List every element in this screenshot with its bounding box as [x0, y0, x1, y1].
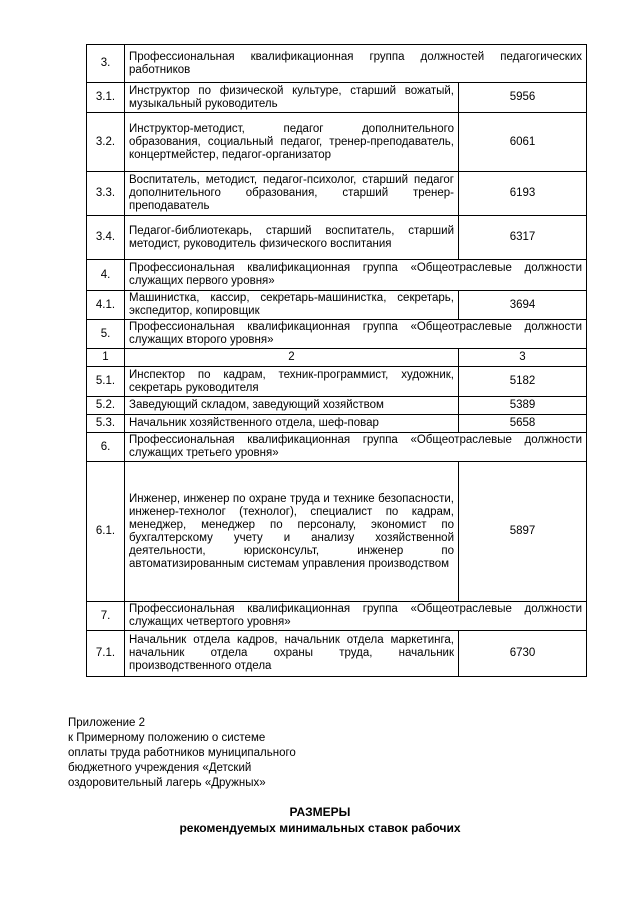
- table-row: [87, 216, 587, 260]
- row-number: 5.2.: [87, 397, 125, 415]
- position-list: Заведующий складом, заведующий хозяйством: [125, 397, 459, 415]
- salary-value: 5658: [459, 415, 587, 433]
- row-number: 6.1.: [87, 462, 125, 602]
- table-row: [87, 367, 587, 397]
- group-row: [87, 45, 587, 83]
- table-row: [87, 291, 587, 320]
- position-list: Инструктор по физической культуре, старший вожатый, музыкальный руководитель: [125, 83, 459, 113]
- heading-title: РАЗМЕРЫ: [289, 805, 351, 819]
- column-number-row: [87, 349, 587, 367]
- row-number: 5.: [87, 320, 125, 349]
- position-list: Начальник хозяйственного отдела, шеф-повар: [125, 415, 459, 433]
- row-number: 3.1.: [87, 83, 125, 113]
- row-number: 3.4.: [87, 216, 125, 260]
- row-number: 3.3.: [87, 172, 125, 216]
- table-row: [87, 172, 587, 216]
- group-title: Профессиональная квалификационная группа «Общеотраслевые должности служащих четвертого уровня»: [125, 602, 587, 631]
- row-number: 1: [87, 349, 125, 367]
- group-title: Профессиональная квалификационная группа должностей педагогических работников: [125, 45, 587, 83]
- row-number: 4.1.: [87, 291, 125, 320]
- table-row: [87, 415, 587, 433]
- position-list: Педагог-библиотекарь, старший воспитатель, старший методист, руководитель физического воспитания: [125, 216, 459, 260]
- group-title: Профессиональная квалификационная группа «Общеотраслевые должности служащих третьего уровня»: [125, 433, 587, 462]
- group-row: [87, 260, 587, 291]
- salary-value: 3: [459, 349, 587, 367]
- group-title: Профессиональная квалификационная группа «Общеотраслевые должности служащих первого уровня»: [125, 260, 587, 291]
- table-row: [87, 113, 587, 172]
- salary-value: 5182: [459, 367, 587, 397]
- salary-rates-table-body: [87, 45, 587, 677]
- position-list: 2: [125, 349, 459, 367]
- position-list: Воспитатель, методист, педагог-психолог, старший педагог дополнительного образования, старший тренер-преподаватель: [125, 172, 459, 216]
- group-row: [87, 433, 587, 462]
- table-row: [87, 83, 587, 113]
- group-row: [87, 602, 587, 631]
- salary-value: 6193: [459, 172, 587, 216]
- salary-value: 5389: [459, 397, 587, 415]
- salary-value: 6317: [459, 216, 587, 260]
- table-row: [87, 397, 587, 415]
- salary-rates-table: [86, 44, 587, 677]
- salary-value: 6730: [459, 631, 587, 677]
- row-number: 3.2.: [87, 113, 125, 172]
- row-number: 3.: [87, 45, 125, 83]
- salary-value: 3694: [459, 291, 587, 320]
- position-list: Начальник отдела кадров, начальник отдела маркетинга, начальник отдела охраны труда, начальник производственного отдела: [125, 631, 459, 677]
- row-number: 7.1.: [87, 631, 125, 677]
- salary-value: 5956: [459, 83, 587, 113]
- section-heading: [0, 804, 640, 836]
- group-title: Профессиональная квалификационная группа «Общеотраслевые должности служащих второго уровня»: [125, 320, 587, 349]
- heading-subtitle: рекомендуемых минимальных ставок рабочих: [179, 821, 461, 835]
- table-row: [87, 462, 587, 602]
- position-list: Машинистка, кассир, секретарь-машинистка, секретарь, экспедитор, копировщик: [125, 291, 459, 320]
- group-row: [87, 320, 587, 349]
- position-list: Инспектор по кадрам, техник-программист, художник, секретарь руководителя: [125, 367, 459, 397]
- row-number: 7.: [87, 602, 125, 631]
- table-row: [87, 631, 587, 677]
- row-number: 5.1.: [87, 367, 125, 397]
- appendix-note: Приложение 2 к Примерному положению о системе оплаты труда работников муниципального бюджетного учреждения «Детский оздоровительный лагерь «Дружных»: [68, 717, 296, 789]
- salary-value: 5897: [459, 462, 587, 602]
- row-number: 4.: [87, 260, 125, 291]
- position-list: Инструктор-методист, педагог дополнительного образования, социальный педагог, тренер-преподаватель, концертмейстер, педагог-организатор: [125, 113, 459, 172]
- row-number: 6.: [87, 433, 125, 462]
- salary-value: 6061: [459, 113, 587, 172]
- position-list: Инженер, инженер по охране труда и технике безопасности, инженер-технолог (технолог), специалист по кадрам, менеджер, менеджер по персоналу, экономист по бухгалтерскому учету и анализу хозяйственной деятельности, юрисконсульт, инженер по автоматизированным системам управления производством: [125, 462, 459, 602]
- row-number: 5.3.: [87, 415, 125, 433]
